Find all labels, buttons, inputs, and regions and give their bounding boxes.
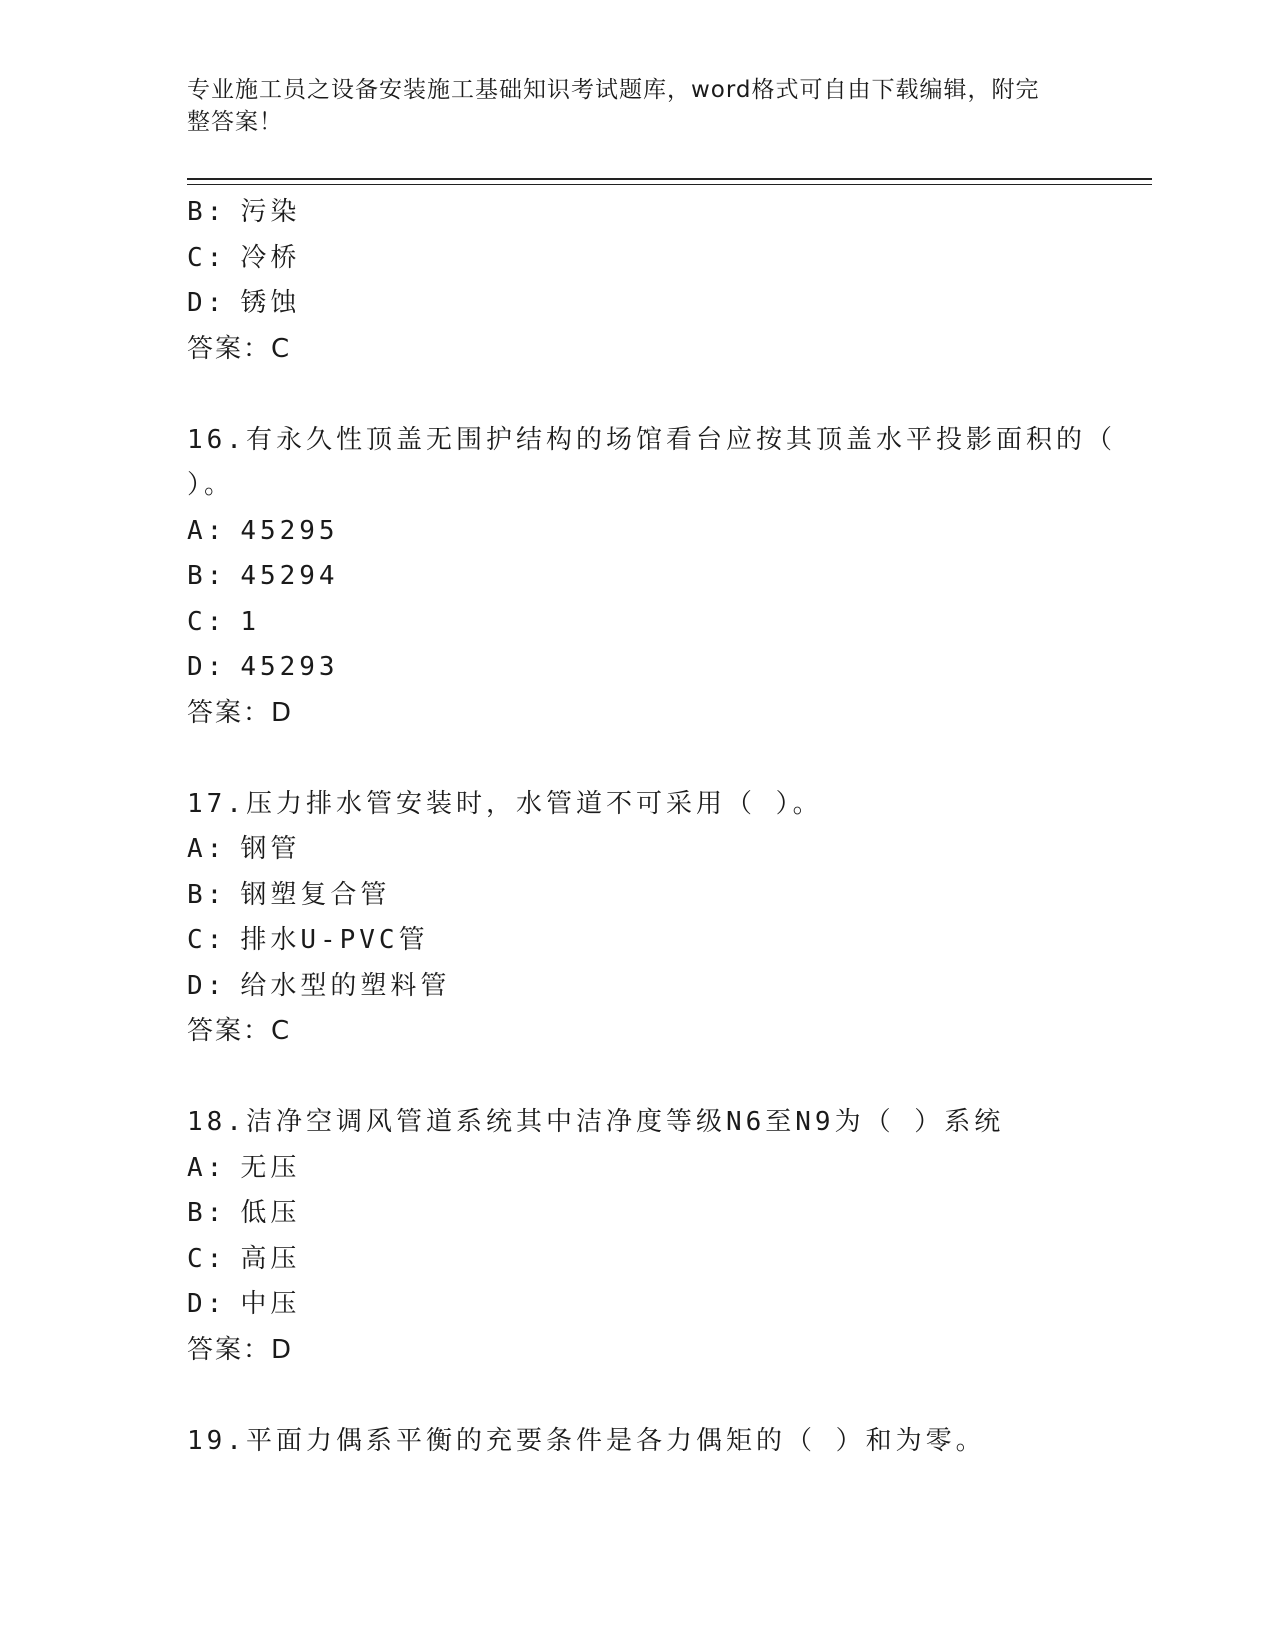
option-label: B: — [187, 197, 227, 227]
answer-line: 答案：C — [187, 1016, 292, 1046]
option-label: D: — [187, 970, 227, 1001]
option-text: 钢塑复合管 — [240, 879, 391, 910]
document-header — [187, 74, 1077, 138]
answer-line: 答案：D — [187, 1334, 294, 1365]
option-label: C: — [187, 606, 227, 637]
question-stem-continued: ）。 — [187, 470, 235, 500]
option-text: 给水型的塑料管 — [240, 970, 451, 1001]
option-label: A: — [187, 515, 227, 546]
option-row — [187, 645, 1087, 691]
option-row — [187, 873, 1087, 919]
header-title-line-2: 整答案！ — [187, 109, 283, 135]
option-text: 45294 — [240, 561, 339, 591]
question-list — [187, 190, 1116, 1464]
option-text: 冷桥 — [240, 242, 301, 273]
spacer — [187, 736, 1087, 782]
option-row — [187, 281, 1087, 327]
question-stem: 19.平面力偶系平衡的充要条件是各力偶矩的（ ）和为零。 — [187, 1425, 986, 1456]
header-title-line-1: 专业施工员之设备安装施工基础知识考试题库，word格式可自由下载编辑，附完 — [187, 77, 1040, 103]
option-text: 钢管 — [240, 834, 301, 864]
question-block — [187, 1100, 1087, 1373]
option-row — [187, 236, 1087, 282]
question-stem: 16.有永久性顶盖无围护结构的场馆看台应按其顶盖水平投影面积的（ — [187, 424, 1116, 455]
option-label: A: — [187, 1152, 227, 1183]
question-block — [187, 1419, 1087, 1465]
spacer — [187, 1055, 1087, 1101]
option-row — [187, 827, 1087, 873]
option-text: 无压 — [240, 1152, 301, 1183]
option-row — [187, 509, 1087, 555]
option-row — [187, 600, 1087, 646]
option-label: D: — [187, 1289, 227, 1319]
option-label: D: — [187, 288, 227, 318]
option-row — [187, 964, 1087, 1010]
question-block — [187, 782, 1087, 1055]
option-row — [187, 554, 1087, 600]
option-text: 中压 — [240, 1289, 301, 1319]
option-row — [187, 1282, 1087, 1328]
option-label: D: — [187, 652, 227, 682]
option-text: 锈蚀 — [240, 288, 301, 318]
question-block — [187, 418, 1116, 737]
spacer — [187, 1373, 1087, 1419]
option-row — [187, 1237, 1087, 1283]
answer-line: 答案：C — [187, 333, 292, 364]
header-rule-thin — [187, 184, 1152, 185]
option-label: C: — [187, 242, 227, 273]
option-row — [187, 190, 1087, 236]
option-row — [187, 1146, 1087, 1192]
question-block — [187, 190, 1087, 372]
option-label: B: — [187, 1198, 227, 1228]
option-label: A: — [187, 834, 227, 864]
option-row — [187, 918, 1087, 964]
option-label: C: — [187, 1243, 227, 1274]
spacer — [187, 372, 1087, 418]
answer-line: 答案：D — [187, 697, 294, 728]
header-rule-thick — [187, 178, 1152, 180]
option-text: 污染 — [240, 197, 301, 227]
question-stem: 17.压力排水管安装时，水管道不可采用（ ）。 — [187, 788, 823, 819]
option-row — [187, 1191, 1087, 1237]
question-stem: 18.洁净空调风管道系统其中洁净度等级N6至N9为（ ）系统 — [187, 1107, 1005, 1137]
option-label: C: — [187, 925, 227, 955]
option-text: 45295 — [240, 515, 339, 546]
option-text: 45293 — [240, 652, 339, 682]
option-text: 1 — [240, 606, 260, 637]
option-text: 低压 — [240, 1198, 301, 1228]
option-text: 高压 — [240, 1243, 301, 1274]
option-label: B: — [187, 879, 227, 910]
option-label: B: — [187, 561, 227, 591]
option-text: 排水U-PVC管 — [240, 925, 429, 955]
